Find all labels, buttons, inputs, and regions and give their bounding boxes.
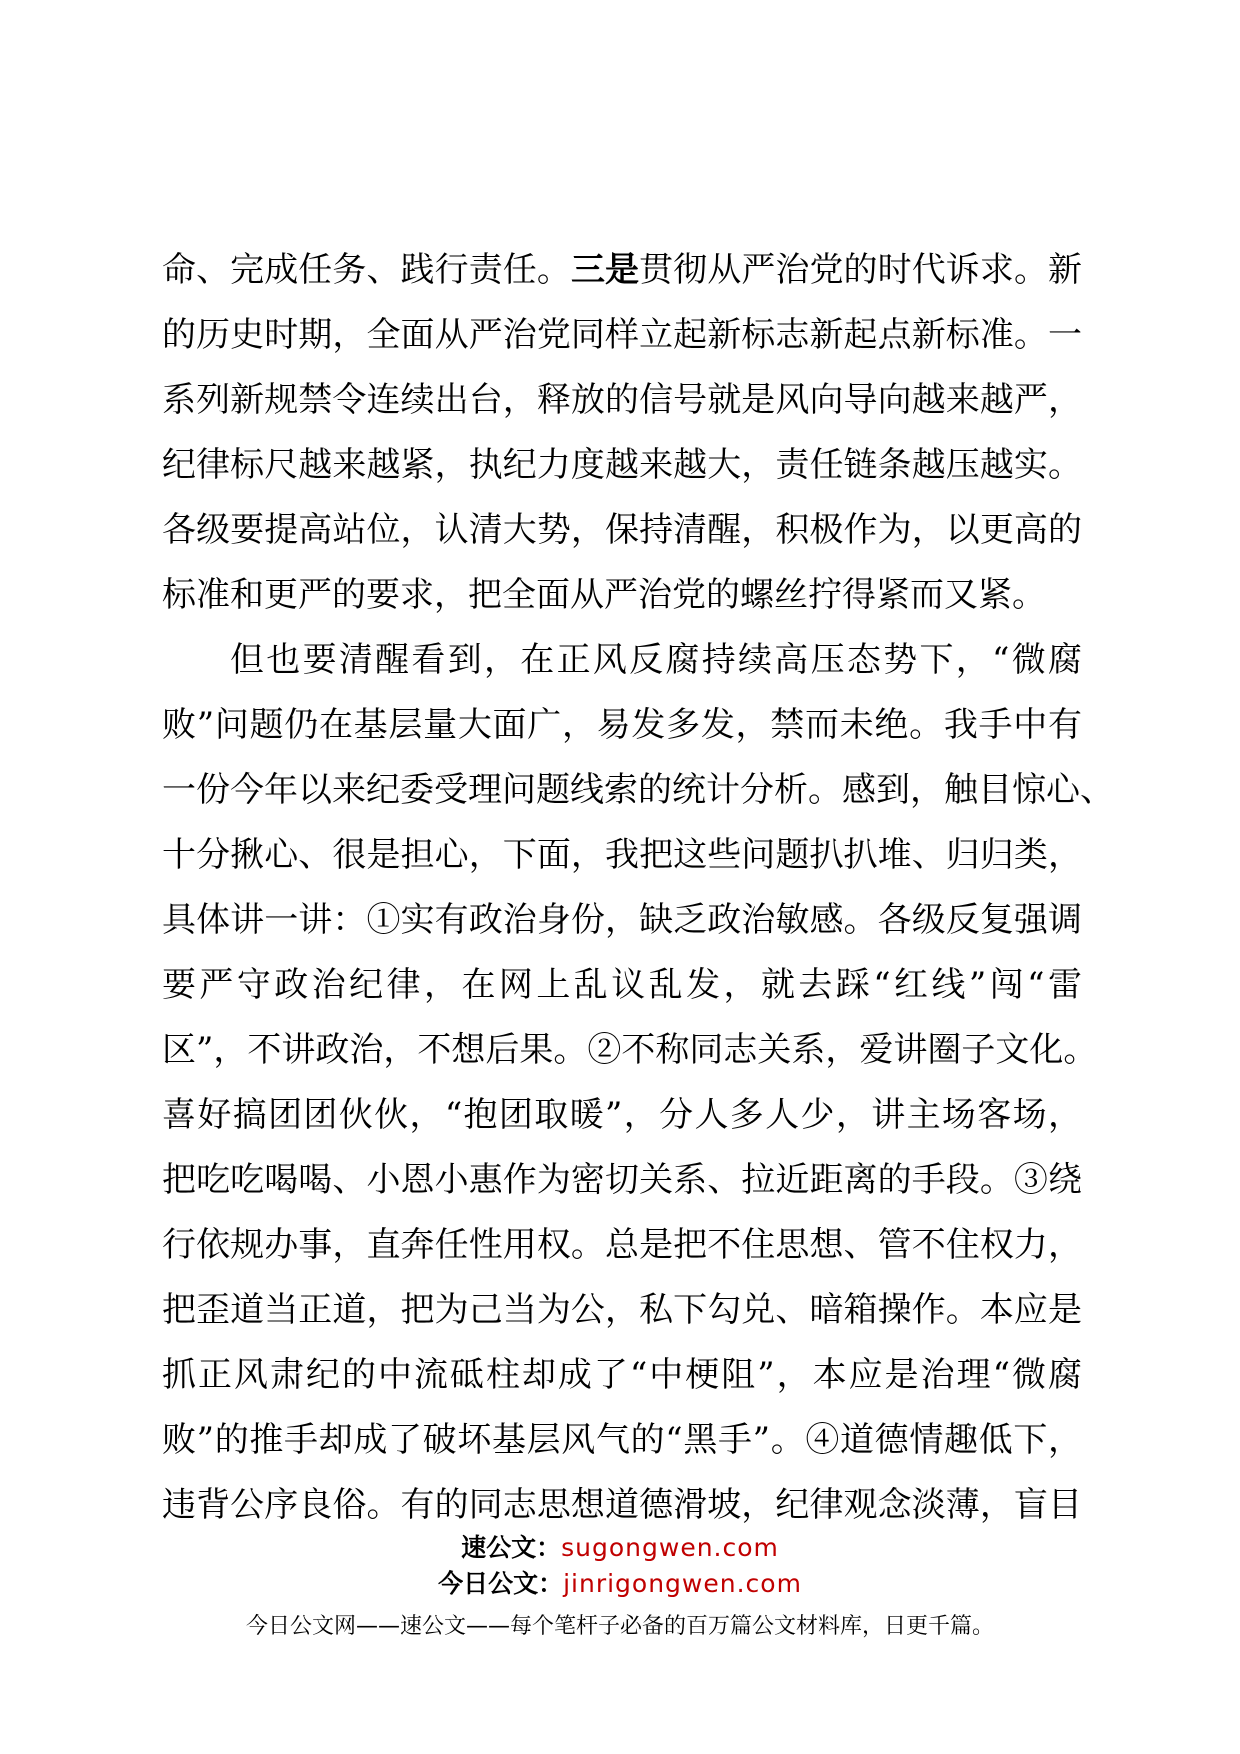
paragraph2-line-14: 违背公序良俗。有的同志思想道德滑坡，纪律观念淡薄，盲目 bbox=[162, 1485, 1082, 1525]
sugongwen-link[interactable]: sugongwen.com bbox=[561, 1533, 779, 1562]
paragraph2-line-5: 具体讲一讲：①实有政治身份，缺乏政治敏感。各级反复强调 bbox=[162, 900, 1082, 940]
footer-slogan: 今日公文网——速公文——每个笔杆子必备的百万篇公文材料库，日更千篇。 bbox=[245, 1614, 994, 1639]
paragraph2-line-1: 但也要清醒看到，在正风反腐持续高压态势下，“微腐 bbox=[230, 640, 1082, 680]
paragraph2-line-7: 区”，不讲政治，不想后果。②不称同志关系，爱讲圈子文化。 bbox=[162, 1030, 1098, 1070]
paragraph2-line-2: 败”问题仍在基层量大面广，易发多发，禁而未绝。我手中有 bbox=[162, 705, 1082, 745]
footer-label-sugongwen: 速公文： bbox=[461, 1533, 562, 1562]
paragraph1-line-5: 各级要提高站位，认清大势，保持清醒，积极作为，以更高的 bbox=[162, 510, 1082, 550]
jinrigongwen-link[interactable]: jinrigongwen.com bbox=[563, 1569, 802, 1598]
footer-label-jinrigongwen: 今日公文： bbox=[438, 1569, 564, 1598]
paragraph1-line-1: 命、完成任务、践行责任。三是贯彻从严治党的时代诉求。新 bbox=[162, 250, 1083, 290]
paragraph2-line-8: 喜好搞团团伙伙，“抱团取暖”，分人多人少，讲主场客场， bbox=[162, 1095, 1082, 1135]
paragraph2-line-6: 要严守政治纪律，在网上乱议乱发，就去踩“红线”闯“雷 bbox=[162, 965, 1082, 1005]
paragraph2-line-12: 抓正风肃纪的中流砥柱却成了“中梗阻”，本应是治理“微腐 bbox=[162, 1355, 1082, 1395]
paragraph2-line-4: 十分揪心、很是担心，下面，我把这些问题扒扒堆、归归类， bbox=[162, 835, 1082, 875]
paragraph1-line-4: 纪律标尺越来越紧，执纪力度越来越大，责任链条越压越实。 bbox=[162, 445, 1082, 485]
paragraph2-line-10: 行依规办事，直奔任性用权。总是把不住思想、管不住权力， bbox=[162, 1225, 1082, 1265]
paragraph2-line-9: 把吃吃喝喝、小恩小惠作为密切关系、拉近距离的手段。③绕 bbox=[162, 1160, 1082, 1200]
paragraph1-line-3: 系列新规禁令连续出台，释放的信号就是风向导向越来越严， bbox=[162, 380, 1082, 420]
footer-line-jinrigongwen bbox=[0, 1566, 1240, 1602]
document-body bbox=[162, 238, 1114, 1538]
paragraph1-line-6: 标准和更严的要求，把全面从严治党的螺丝拧得紧而又紧。 bbox=[162, 575, 1046, 615]
bold-marker: 三是 bbox=[570, 250, 640, 290]
footer-line-sugongwen bbox=[0, 1530, 1240, 1566]
paragraph2-line-13: 败”的推手却成了破坏基层风气的“黑手”。④道德情趣低下， bbox=[162, 1420, 1082, 1460]
watermark-footer bbox=[0, 1530, 1240, 1644]
paragraph2-line-3: 一份今年以来纪委受理问题线索的统计分析。感到，触目惊心、 bbox=[162, 770, 1114, 810]
paragraph1-line-2: 的历史时期，全面从严治党同样立起新标志新起点新标准。一 bbox=[162, 315, 1082, 355]
paragraph2-line-11: 把歪道当正道，把为己当为公，私下勾兑、暗箱操作。本应是 bbox=[162, 1290, 1082, 1330]
